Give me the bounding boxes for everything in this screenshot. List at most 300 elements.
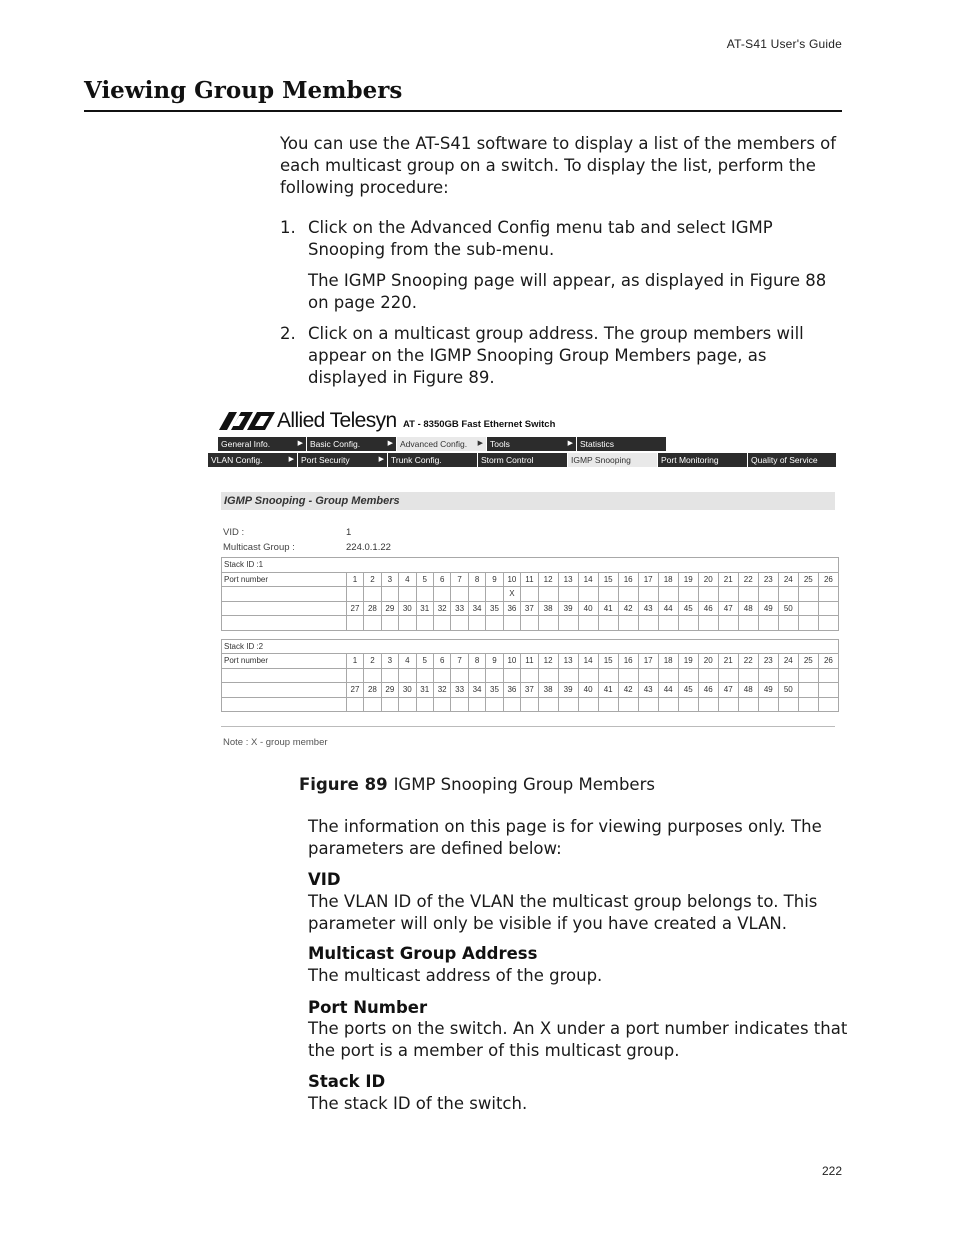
membership-cell	[578, 697, 598, 712]
port-number-cell: 38	[538, 683, 558, 698]
port-number-cell: 10	[503, 654, 520, 669]
membership-row-1	[222, 668, 839, 683]
membership-cell	[558, 697, 578, 712]
port-number-cell	[818, 601, 838, 616]
port-number-cell: 48	[738, 601, 758, 616]
membership-cell	[818, 697, 838, 712]
port-number-cell: 19	[678, 572, 698, 587]
port-number-cell: 23	[758, 654, 778, 669]
menu-tools[interactable]: Tools ▶	[487, 437, 576, 451]
membership-cell	[451, 587, 468, 602]
port-number-cell: 8	[468, 654, 485, 669]
membership-cell	[758, 668, 778, 683]
membership-cell	[778, 616, 798, 631]
membership-cell	[416, 616, 433, 631]
stack-header-cell	[618, 558, 638, 573]
triangle-right-icon: ▶	[378, 456, 384, 463]
membership-cell	[364, 697, 381, 712]
submenu-storm-control[interactable]: Storm Control	[478, 453, 567, 467]
info-paragraph: The information on this page is for viewing purposes only. The parameters are defined below:	[308, 817, 822, 858]
stack-header-cell	[451, 558, 468, 573]
submenu-vlan-config[interactable]: VLAN Config. ▶	[208, 453, 297, 467]
port-number-cell: 11	[521, 572, 538, 587]
step-text: Click on a multicast group address. The group members will appear on the IGMP Snooping Group Members page, as displayed in Figure 89.	[308, 324, 804, 387]
membership-cell	[698, 668, 718, 683]
membership-cell	[578, 668, 598, 683]
port-number-cell: 2	[364, 572, 381, 587]
stack-header-cell	[538, 558, 558, 573]
membership-cell	[618, 668, 638, 683]
port-number-cell: 32	[433, 601, 450, 616]
membership-cell	[738, 697, 758, 712]
membership-cell	[778, 587, 798, 602]
membership-cell	[818, 616, 838, 631]
membership-cell	[486, 668, 503, 683]
port-number-cell: 47	[718, 683, 738, 698]
stack-header-cell	[381, 558, 398, 573]
stack-header-cell	[346, 558, 363, 573]
intro-paragraph: You can use the AT-S41 software to display a list of the members of each multicast group on a switch. To display the list, perform the following procedure:	[280, 134, 837, 197]
port-number-cell: 23	[758, 572, 778, 587]
membership-row-2	[222, 697, 839, 712]
param-desc-port-number: The ports on the switch. An X under a port number indicates that the port is a member of this multicast group.	[308, 1019, 848, 1060]
stack-header-cell	[798, 558, 818, 573]
port-number-cell: 6	[433, 572, 450, 587]
port-number-cell: 19	[678, 654, 698, 669]
stack-header-cell	[718, 558, 738, 573]
port-number-cell: 35	[486, 601, 503, 616]
port-number-cell: 13	[558, 572, 578, 587]
stack-header-cell	[399, 639, 416, 654]
membership-cell	[678, 616, 698, 631]
port-number-cell: 18	[658, 572, 678, 587]
switch-model: AT - 8350GB Fast Ethernet Switch	[403, 419, 556, 430]
stack-gap	[222, 630, 839, 639]
section-title: Viewing Group Members	[84, 77, 403, 104]
step-text: Click on the Advanced Config menu tab and select IGMP Snooping from the sub-menu.	[308, 218, 773, 259]
membership-label-cell	[222, 697, 347, 712]
membership-cell	[399, 587, 416, 602]
stack-header-cell	[416, 639, 433, 654]
menu-basic-config[interactable]: Basic Config. ▶	[307, 437, 396, 451]
port-number-cell: 9	[486, 572, 503, 587]
membership-cell	[346, 616, 363, 631]
multicast-group-value: 224.0.1.22	[346, 542, 391, 553]
triangle-right-icon: ▶	[288, 456, 294, 463]
stack-gap-row	[222, 630, 839, 639]
stack-header-cell	[738, 558, 758, 573]
stack-header-cell	[486, 558, 503, 573]
membership-cell	[698, 616, 718, 631]
port-number-cell: 16	[618, 654, 638, 669]
figure-divider	[221, 726, 835, 727]
membership-cell	[758, 697, 778, 712]
membership-cell	[521, 668, 538, 683]
figure-caption	[0, 775, 954, 794]
membership-cell	[399, 697, 416, 712]
port-number-label: Port number	[222, 654, 347, 669]
stack-header-cell	[364, 639, 381, 654]
stack-header-cell	[738, 639, 758, 654]
port-number-cell: 49	[758, 601, 778, 616]
port-number-cell: 27	[346, 683, 363, 698]
membership-label-cell	[222, 668, 347, 683]
membership-cell	[778, 668, 798, 683]
membership-label-cell	[222, 616, 347, 631]
port-number-cell: 29	[381, 601, 398, 616]
port-number-cell: 1	[346, 572, 363, 587]
membership-cell	[451, 697, 468, 712]
port-number-cell: 29	[381, 683, 398, 698]
membership-cell	[658, 616, 678, 631]
membership-cell	[638, 587, 658, 602]
running-header: AT-S41 User's Guide	[726, 37, 842, 51]
port-number-cell: 26	[818, 572, 838, 587]
stack-header-cell	[558, 558, 578, 573]
port-number-cell: 39	[558, 683, 578, 698]
membership-cell	[718, 697, 738, 712]
port-number-cell: 37	[521, 683, 538, 698]
port-number-cell: 7	[451, 572, 468, 587]
membership-cell	[503, 668, 520, 683]
membership-cell	[521, 697, 538, 712]
port-number-cell: 40	[578, 683, 598, 698]
membership-cell	[618, 587, 638, 602]
membership-cell	[538, 668, 558, 683]
membership-cell	[433, 668, 450, 683]
port-number-cell: 7	[451, 654, 468, 669]
port-number-label: Port number	[222, 572, 347, 587]
stack-header-cell	[433, 639, 450, 654]
membership-cell	[486, 587, 503, 602]
membership-cell	[578, 616, 598, 631]
membership-cell	[798, 668, 818, 683]
membership-cell	[678, 668, 698, 683]
membership-cell	[778, 697, 798, 712]
port-members-table	[221, 557, 839, 712]
port-number-cell: 41	[598, 683, 618, 698]
membership-cell	[381, 668, 398, 683]
port-number-cell: 45	[678, 683, 698, 698]
port-number-cell: 46	[698, 683, 718, 698]
membership-cell	[468, 616, 485, 631]
stack-header-cell	[758, 558, 778, 573]
port-number-cell: 34	[468, 683, 485, 698]
step-number: 2.	[280, 324, 296, 343]
port-number-cell: 41	[598, 601, 618, 616]
port-number-row-1	[222, 654, 839, 669]
triangle-right-icon: ▶	[567, 440, 573, 447]
stack-header-cell	[416, 558, 433, 573]
port-number-cell: 35	[486, 683, 503, 698]
submenu-igmp-snooping[interactable]: IGMP Snooping	[568, 453, 657, 467]
member-mark-cell: X	[503, 587, 520, 602]
stack-header-cell	[399, 558, 416, 573]
port-number-cell: 49	[758, 683, 778, 698]
stack-id-label: Stack ID :2	[222, 639, 347, 654]
port-number-cell: 15	[598, 654, 618, 669]
port-number-cell: 14	[578, 654, 598, 669]
membership-cell	[558, 587, 578, 602]
stack-header-cell	[658, 639, 678, 654]
membership-cell	[486, 616, 503, 631]
membership-cell	[678, 697, 698, 712]
port-number-cell: 45	[678, 601, 698, 616]
port-number-cell: 4	[399, 654, 416, 669]
membership-cell	[678, 587, 698, 602]
port-number-cell: 42	[618, 601, 638, 616]
stack-header-cell	[698, 558, 718, 573]
stack-header-cell	[638, 558, 658, 573]
membership-cell	[818, 668, 838, 683]
port-number-cell: 38	[538, 601, 558, 616]
port-number-cell: 34	[468, 601, 485, 616]
port-number-cell: 15	[598, 572, 618, 587]
port-number-cell: 44	[658, 601, 678, 616]
stack-header-cell	[778, 558, 798, 573]
group-member-note: Note : X - group member	[223, 737, 328, 748]
port-number-label-cell	[222, 683, 347, 698]
port-number-cell: 5	[416, 572, 433, 587]
port-number-cell: 1	[346, 654, 363, 669]
port-number-label-cell	[222, 601, 347, 616]
port-number-row-2	[222, 683, 839, 698]
membership-cell	[558, 616, 578, 631]
stack-header-cell	[678, 558, 698, 573]
membership-cell	[658, 587, 678, 602]
stack-header-cell	[521, 639, 538, 654]
membership-cell	[718, 587, 738, 602]
port-number-row-2	[222, 601, 839, 616]
port-number-cell: 2	[364, 654, 381, 669]
membership-cell	[451, 668, 468, 683]
membership-cell	[468, 697, 485, 712]
port-number-cell: 18	[658, 654, 678, 669]
membership-row-1	[222, 587, 839, 602]
membership-cell	[521, 587, 538, 602]
port-number-cell: 3	[381, 572, 398, 587]
param-term-vid: VID	[308, 870, 341, 889]
port-number-cell: 37	[521, 601, 538, 616]
step-2	[280, 323, 845, 389]
membership-cell	[416, 668, 433, 683]
membership-cell	[364, 587, 381, 602]
multicast-group-label: Multicast Group :	[223, 542, 295, 553]
port-number-cell: 39	[558, 601, 578, 616]
membership-cell	[538, 616, 558, 631]
menu-general-info[interactable]: General Info. ▶	[218, 437, 306, 451]
membership-cell	[433, 587, 450, 602]
membership-cell	[538, 697, 558, 712]
port-number-cell: 6	[433, 654, 450, 669]
page-number: 222	[821, 1164, 842, 1178]
membership-cell	[558, 668, 578, 683]
membership-cell	[364, 616, 381, 631]
membership-cell	[346, 668, 363, 683]
param-term-port-number: Port Number	[308, 998, 428, 1017]
membership-cell	[658, 668, 678, 683]
membership-cell	[618, 697, 638, 712]
port-number-cell: 43	[638, 601, 658, 616]
submenu-trunk-config[interactable]: Trunk Config.	[388, 453, 477, 467]
membership-cell	[503, 697, 520, 712]
membership-cell	[598, 697, 618, 712]
stack-header-cell	[381, 639, 398, 654]
port-number-cell: 30	[399, 601, 416, 616]
membership-cell	[798, 587, 818, 602]
port-number-cell	[818, 683, 838, 698]
port-number-cell: 46	[698, 601, 718, 616]
port-number-cell: 26	[818, 654, 838, 669]
port-number-cell: 5	[416, 654, 433, 669]
membership-cell	[433, 697, 450, 712]
port-number-cell	[798, 683, 818, 698]
stack-header-cell	[798, 639, 818, 654]
membership-cell	[364, 668, 381, 683]
step-number: 1.	[280, 218, 296, 237]
membership-cell	[521, 616, 538, 631]
membership-cell	[618, 616, 638, 631]
caption-text: IGMP Snooping Group Members	[393, 775, 655, 794]
submenu-quality-of-service[interactable]: Quality of Service	[748, 453, 836, 467]
port-number-cell: 12	[538, 654, 558, 669]
port-number-cell: 36	[503, 601, 520, 616]
param-term-multicast-group-address: Multicast Group Address	[308, 944, 538, 963]
membership-cell	[399, 668, 416, 683]
port-number-cell: 28	[364, 683, 381, 698]
membership-cell	[538, 587, 558, 602]
stack-header-cell	[503, 639, 520, 654]
port-number-cell: 13	[558, 654, 578, 669]
membership-cell	[718, 668, 738, 683]
stack-header-cell	[521, 558, 538, 573]
port-number-cell: 16	[618, 572, 638, 587]
port-number-cell: 33	[451, 601, 468, 616]
port-number-cell: 25	[798, 572, 818, 587]
port-number-cell: 47	[718, 601, 738, 616]
menu-statistics[interactable]: Statistics	[577, 437, 666, 451]
param-desc-multicast-group-address: The multicast address of the group.	[308, 966, 603, 985]
section-divider	[84, 110, 842, 112]
port-number-cell: 42	[618, 683, 638, 698]
port-number-cell: 24	[778, 572, 798, 587]
port-number-cell: 28	[364, 601, 381, 616]
stack-header-cell	[698, 639, 718, 654]
figure-screenshot	[207, 405, 839, 755]
membership-cell	[346, 697, 363, 712]
logo-text: Allied Telesyn	[277, 409, 397, 432]
port-number-cell: 20	[698, 654, 718, 669]
membership-cell	[416, 587, 433, 602]
stack-header-cell	[718, 639, 738, 654]
membership-cell	[738, 616, 758, 631]
membership-cell	[638, 697, 658, 712]
membership-cell	[486, 697, 503, 712]
stack-header-cell	[618, 639, 638, 654]
stack-header-cell	[638, 639, 658, 654]
membership-cell	[598, 616, 618, 631]
membership-cell	[818, 587, 838, 602]
submenu-port-security[interactable]: Port Security ▶	[298, 453, 387, 467]
vid-value: 1	[346, 527, 352, 538]
port-number-cell: 48	[738, 683, 758, 698]
stack-header-cell	[364, 558, 381, 573]
port-number-cell: 25	[798, 654, 818, 669]
top-menu	[218, 437, 667, 451]
membership-cell	[798, 616, 818, 631]
port-number-cell: 21	[718, 654, 738, 669]
membership-cell	[598, 668, 618, 683]
membership-cell	[468, 668, 485, 683]
membership-cell	[468, 587, 485, 602]
stack-header-cell	[468, 558, 485, 573]
stack-header-cell	[778, 639, 798, 654]
menu-advanced-config[interactable]: Advanced Config. ▶	[397, 437, 486, 451]
stack-header-cell	[558, 639, 578, 654]
port-number-cell: 11	[521, 654, 538, 669]
step-1	[280, 217, 845, 261]
stack-header-cell	[598, 558, 618, 573]
port-number-cell: 17	[638, 572, 658, 587]
port-number-cell: 27	[346, 601, 363, 616]
port-number-cell: 30	[399, 683, 416, 698]
port-number-cell	[798, 601, 818, 616]
param-term-stack-id: Stack ID	[308, 1072, 386, 1091]
membership-cell	[698, 697, 718, 712]
stack-id-label: Stack ID :1	[222, 558, 347, 573]
port-number-cell: 24	[778, 654, 798, 669]
membership-cell	[658, 697, 678, 712]
membership-cell	[381, 587, 398, 602]
membership-cell	[346, 587, 363, 602]
membership-cell	[451, 616, 468, 631]
triangle-right-icon: ▶	[387, 440, 393, 447]
stack-header-cell	[486, 639, 503, 654]
submenu-port-monitoring[interactable]: Port Monitoring	[658, 453, 747, 467]
port-number-cell: 44	[658, 683, 678, 698]
port-number-cell: 36	[503, 683, 520, 698]
stack-header-cell	[451, 639, 468, 654]
param-desc-vid: The VLAN ID of the VLAN the multicast group belongs to. This parameter will only be visible if you have created a VLAN.	[308, 892, 818, 933]
port-number-cell: 12	[538, 572, 558, 587]
triangle-right-icon: ▶	[477, 440, 483, 447]
port-number-cell: 17	[638, 654, 658, 669]
port-number-cell: 3	[381, 654, 398, 669]
port-number-cell: 9	[486, 654, 503, 669]
logo-mark-icon	[219, 412, 275, 430]
stack-header-cell	[468, 639, 485, 654]
membership-cell	[578, 587, 598, 602]
membership-cell	[399, 616, 416, 631]
port-number-cell: 8	[468, 572, 485, 587]
stack-header-cell	[346, 639, 363, 654]
membership-label-cell	[222, 587, 347, 602]
membership-cell	[503, 616, 520, 631]
membership-cell	[738, 587, 758, 602]
membership-cell	[698, 587, 718, 602]
membership-cell	[381, 697, 398, 712]
allied-telesyn-logo	[219, 409, 397, 433]
port-number-cell: 22	[738, 654, 758, 669]
stack-header-cell	[433, 558, 450, 573]
port-number-cell: 31	[416, 601, 433, 616]
param-desc-stack-id: The stack ID of the switch.	[308, 1094, 528, 1113]
membership-cell	[798, 697, 818, 712]
stack-header-cell	[598, 639, 618, 654]
stack-header-cell	[578, 558, 598, 573]
port-number-row-1	[222, 572, 839, 587]
stack-header-cell	[658, 558, 678, 573]
